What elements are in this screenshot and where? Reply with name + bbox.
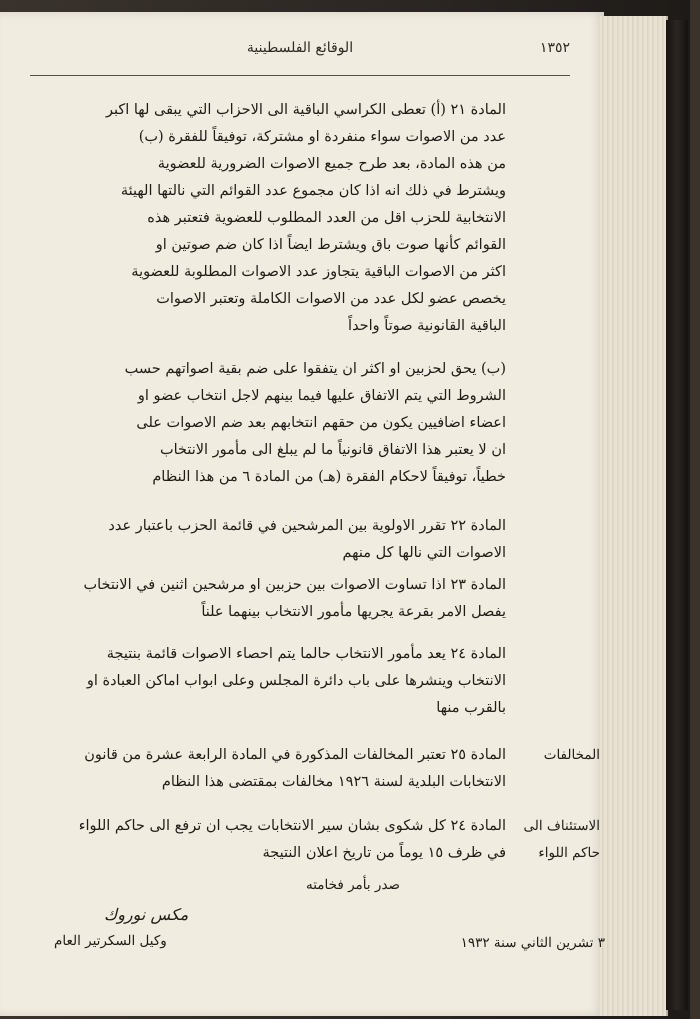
text-line: الشروط التي يتم الاتفاق عليها فيما بينهم لاجل انتخاب عضو او — [137, 388, 506, 404]
text-line: المادة ٢٤ كل شكوى بشان سير الانتخابات يجب ان ترفع الى حاكم اللواء — [78, 818, 506, 834]
article-21a — [105, 97, 506, 340]
page-number: ١٣٥٢ — [539, 40, 570, 56]
article-23 — [83, 572, 506, 626]
text-line: من هذه المادة، بعد طرح جميع الاصوات الضرورية للعضوية — [157, 156, 506, 172]
issued-by-order: صدر بأمر فخامته — [305, 877, 400, 893]
margin-note-appeal: الاستئناف الى حاكم اللواء — [523, 818, 600, 861]
article-21b — [126, 356, 506, 491]
text-line: الاصوات التي نالها كل منهم — [342, 545, 506, 561]
text-line: الباقية القانونية صوتاً واحداً — [348, 318, 506, 334]
text-line: ان لا يعتبر هذا الاتفاق قانونياً ما لم يبلغ الى مأمور الانتخاب — [159, 442, 506, 458]
text-line: اكثر من الاصوات الباقية يتجاوز عدد الاصوات المطلوبة للعضوية — [131, 264, 506, 280]
text-line: القوائم كأنها صوت باق ويشترط ايضاً اذا كان ضم صوتين او — [155, 237, 506, 253]
page-header — [30, 40, 570, 66]
text-line: المادة ٢٥ تعتبر المخالفات المذكورة في المادة الرابعة عشرة من قانون — [84, 747, 506, 763]
book-binding — [666, 20, 688, 1010]
text-line: يخصص عضو لكل عدد من الاصوات الكاملة وتعتبر الاصوات — [156, 291, 506, 307]
article-24 — [86, 641, 506, 722]
text-line: في ظرف ١٥ يوماً من تاريخ اعلان النتيجة — [262, 845, 506, 861]
text-line: عدد من الاصوات سواء منفردة او مشتركة، توفيقاً للفقرة (ب) — [138, 129, 506, 145]
text-line: الانتخاب وينشرها على باب دائرة المجلس وعلى ابواب اماكن العبادة او — [86, 673, 506, 689]
text-line: ويشترط في ذلك انه اذا كان مجموع عدد القوائم التي نالتها الهيئة — [120, 183, 506, 199]
article-appeal — [78, 813, 506, 867]
signatory-name: مكس نوروك — [104, 905, 189, 924]
page-edges — [600, 16, 668, 1016]
header-rule — [30, 75, 570, 76]
text-line: اعضاء اضافيين يكون من حقهم انتخابهم بعد ضم الاصوات على — [136, 415, 506, 431]
text-line: الانتخابات البلدية لسنة ١٩٢٦ مخالفات بمقتضى هذا النظام — [161, 774, 506, 790]
background-rail — [690, 0, 700, 1019]
text-line: المادة ٢٢ تقرر الاولوية بين المرشحين في قائمة الحزب باعتبار عدد — [108, 518, 506, 534]
article-25 — [84, 742, 506, 796]
text-line: بالقرب منها — [436, 700, 506, 716]
text-line: المادة ٢١ (أ) تعطى الكراسي الباقية الى الاحزاب التي يبقى لها اكبر — [105, 102, 506, 118]
signatory-title: وكيل السكرتير العام — [54, 933, 167, 949]
text-line: المادة ٢٣ اذا تساوت الاصوات بين حزبين او مرشحين اثنين في الانتخاب — [83, 577, 506, 593]
issue-date: ٣ تشرين الثاني سنة ١٩٣٢ — [460, 935, 605, 951]
running-title: الوقائع الفلسطينية — [246, 40, 354, 56]
text-line: يفصل الامر بقرعة يجريها مأمور الانتخاب بينهما علناً — [201, 604, 506, 620]
text-line: الانتخابية للحزب اقل من العدد المطلوب للعضوية فتعتبر هذه — [147, 210, 506, 226]
margin-note-violations: المخالفات — [543, 747, 600, 763]
text-line: (ب) يحق لحزبين او اكثر ان يتفقوا على ضم بقية اصواتهم حسب — [124, 361, 506, 377]
text-line: خطياً، توفيقاً لاحكام الفقرة (هـ) من المادة ٦ من هذا النظام — [152, 469, 506, 485]
article-22 — [108, 513, 506, 567]
text-line: المادة ٢٤ يعد مأمور الانتخاب حالما يتم احصاء الاصوات قائمة بنتيجة — [106, 646, 506, 662]
